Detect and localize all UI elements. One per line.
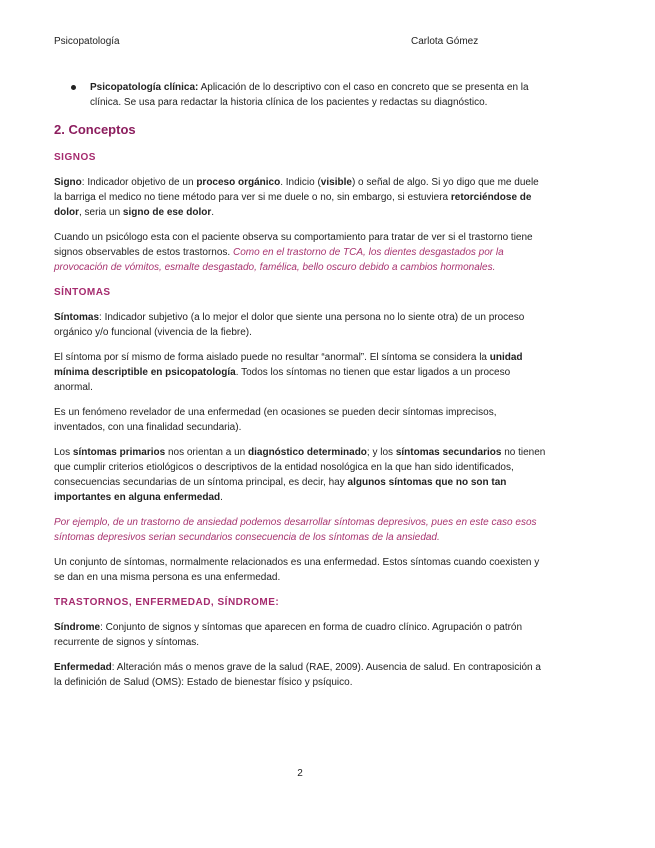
header-author: Carlota Gómez bbox=[411, 36, 479, 47]
bold-run: síntomas primarios bbox=[72, 447, 166, 458]
italic-run: Como en el trastorno de TCA, los dientes desgastados por la provocación de vómitos, esmalte desgastado, famélica, bello oscuro debido a cambios hormonales. bbox=[54, 247, 504, 273]
bold-run: signo de ese dolor bbox=[122, 207, 212, 218]
text-run: : Indicador subjetivo (a lo mejor el dolor que siente una persona no lo siente otra) de un proceso orgánico y/o funcional (vivencia de la fiebre). bbox=[54, 312, 525, 338]
text-run: : Conjunto de signos y síntomas que aparecen en forma de cuadro clínico. Agrupación o patrón recurrente de signos y síntomas. bbox=[54, 622, 523, 648]
bullet-term: Psicopatología clínica: bbox=[90, 82, 199, 93]
sindrome-paragraph bbox=[54, 620, 549, 650]
sintomas-paragraph-2 bbox=[54, 350, 549, 395]
bold-run: algunos síntomas que no son tan importantes en alguna enfermedad bbox=[54, 477, 507, 503]
sintomas-paragraph-1 bbox=[54, 310, 549, 340]
text-run: Los bbox=[54, 447, 73, 458]
text-run: . Todos los síntomas no tienen que estar ligados a un proceso anormal. bbox=[54, 367, 511, 393]
text-run: . Indicio ( bbox=[280, 177, 321, 188]
bullet-dot-icon bbox=[71, 85, 76, 90]
text-run: Es un fenómeno revelador de una enfermedad (en ocasiones se pueden decir síntomas imprecisos, inventados, con una finalidad secundaria). bbox=[54, 407, 497, 433]
bold-run: Signo bbox=[54, 177, 82, 188]
sintomas-heading: SÍNTOMAS bbox=[54, 287, 111, 298]
text-run: ; y los bbox=[366, 447, 396, 458]
signos-paragraph-2 bbox=[54, 230, 549, 275]
bold-run: diagnóstico determinado bbox=[248, 447, 367, 458]
bullet-item bbox=[54, 80, 549, 110]
page-number: 2 bbox=[297, 768, 303, 779]
signos-heading: SIGNOS bbox=[54, 152, 96, 163]
trastornos-heading: TRASTORNOS, ENFERMEDAD, SÍNDROME: bbox=[54, 597, 280, 608]
text-run: no tienen que cumplir criterios etiológicos o descriptivos de la entidad nosológica en la que han sido identificados, consecuencias secundarias de un síntoma principal, es decir, hay bbox=[54, 447, 546, 488]
text-run: Cuando un psicólogo esta con el paciente observa su comportamiento para tratar de ver si el trastorno tiene signos observables de estos trastornos. bbox=[54, 232, 533, 258]
italic-run: Por ejemplo, de un trastorno de ansiedad podemos desarrollar síntomas depresivos, pues en este caso esos síntomas depresivos serian secundarios consecuencia de los síntomas de la ansiedad. bbox=[54, 517, 537, 543]
bold-run: proceso orgánico bbox=[196, 177, 281, 188]
signos-paragraph-1 bbox=[54, 175, 549, 220]
header-course: Psicopatología bbox=[54, 36, 120, 47]
document-body bbox=[54, 80, 549, 700]
bold-run: Enfermedad bbox=[54, 662, 112, 673]
text-run: El síntoma por sí mismo de forma aislado puede no resultar “anormal”. El síntoma se considera la bbox=[54, 352, 490, 363]
sintomas-paragraph-6 bbox=[54, 555, 549, 585]
bold-run: visible bbox=[320, 177, 352, 188]
bold-run: Síndrome bbox=[54, 622, 101, 633]
text-run: : Alteración más o menos grave de la salud (RAE, 2009). Ausencia de salud. En contraposición a la definición de Salud (OMS): Estado de bienestar físico y psíquico. bbox=[54, 662, 541, 688]
sintomas-paragraph-3 bbox=[54, 405, 549, 435]
text-run: : Indicador objetivo de un bbox=[81, 177, 197, 188]
text-run: , seria un bbox=[79, 207, 123, 218]
text-run: . bbox=[211, 207, 215, 218]
section-title: 2. Conceptos bbox=[54, 122, 136, 137]
bold-run: síntomas secundarios bbox=[395, 447, 502, 458]
text-run: Un conjunto de síntomas, normalmente relacionados es una enfermedad. Estos síntomas cuando coexisten y se dan en una misma persona es una enfermedad. bbox=[54, 557, 540, 583]
bold-run: retorciéndose de dolor bbox=[54, 192, 532, 218]
text-run: . bbox=[220, 492, 223, 503]
text-run: ) o señal de algo. Si yo digo que me duele la barriga el medico no tiene método para ver si me duele o no, sin embargo, si estuviera bbox=[54, 177, 539, 203]
bold-run: Síntomas bbox=[54, 312, 100, 323]
bullet-text: Aplicación de lo descriptivo con el caso en concreto que se presenta en la clínica. Se usa para redactar la historia clínica de los pacientes y redactas su diagnóstico. bbox=[90, 82, 529, 108]
bold-run: unidad mínima descriptible en psicopatología bbox=[54, 352, 523, 378]
text-run: nos orientan a un bbox=[165, 447, 249, 458]
sintomas-paragraph-5 bbox=[54, 515, 549, 545]
enfermedad-paragraph bbox=[54, 660, 549, 690]
sintomas-paragraph-4 bbox=[54, 445, 549, 505]
